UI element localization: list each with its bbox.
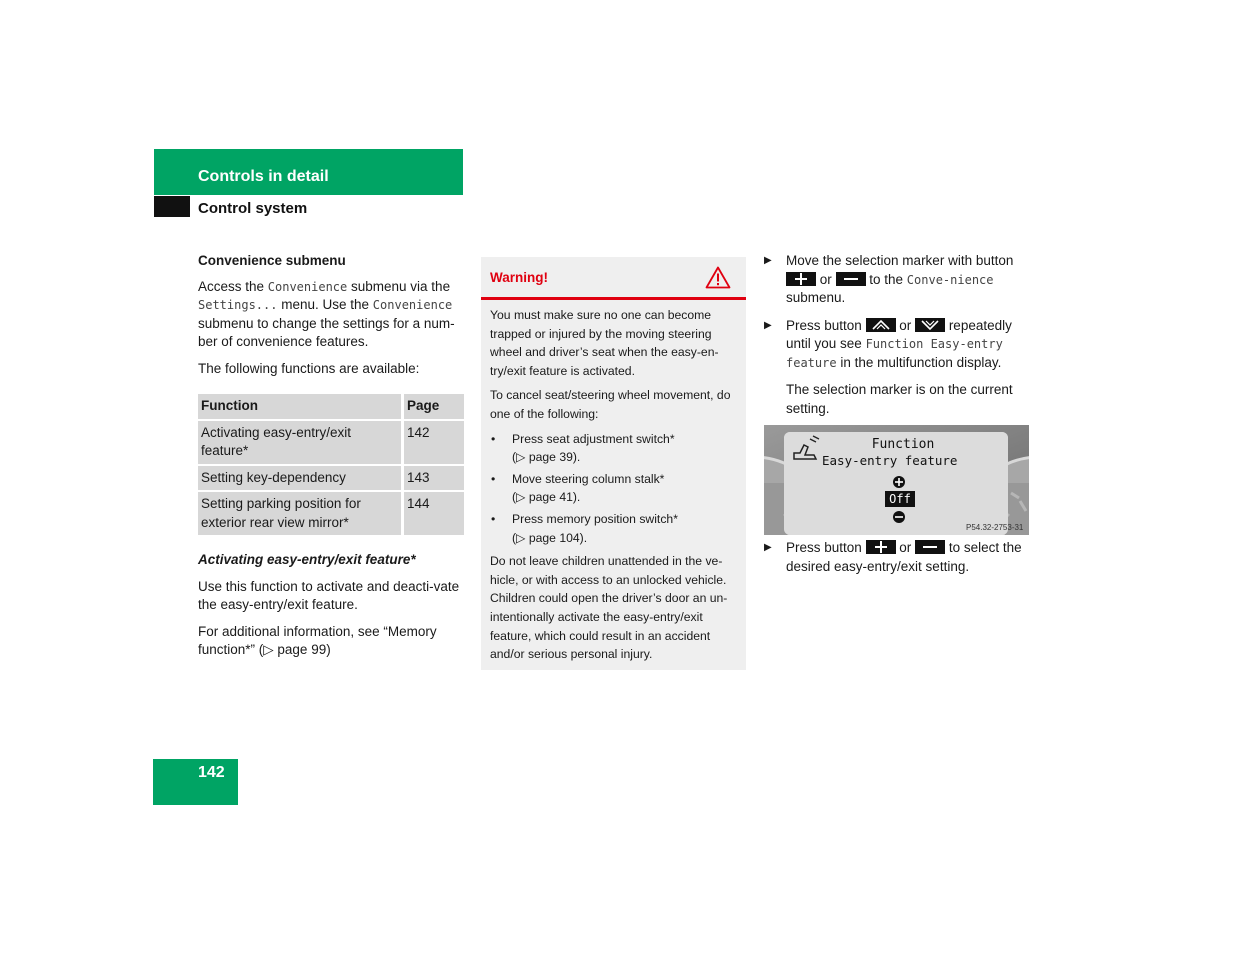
instruction-step — [764, 539, 1032, 576]
multifunction-display-illustration — [764, 425, 1029, 535]
list-item — [490, 430, 740, 467]
functions-intro: The following functions are available: — [198, 360, 420, 376]
display-text: Convenience — [267, 279, 348, 294]
warning-paragraph: You must make sure no one can become trapped or injured by the moving steering wheel and driver’s seat when the easy-en-try/exit feature is activated. — [490, 308, 719, 378]
table-cell: Setting parking position for exterior rear view mirror* — [198, 492, 404, 535]
page-reference: (▷ page 39). — [512, 450, 581, 465]
list-item — [490, 510, 740, 547]
page-number: 142 — [198, 764, 225, 781]
text: submenu via the — [347, 278, 451, 294]
arrow-bullet-icon: ▶ — [764, 255, 772, 266]
page-reference: (▷ page 104). — [512, 530, 588, 545]
section-title: Controls in detail — [198, 168, 329, 185]
text: Press button — [786, 317, 866, 333]
up-button-icon — [866, 318, 896, 332]
functions-table — [198, 392, 464, 537]
table-row — [198, 466, 464, 491]
text: submenu. — [786, 290, 846, 305]
memory-function-reference: For additional information, see “Memory function*” (▷ page 99) — [198, 623, 437, 657]
text: Move the selection marker with button — [786, 253, 1014, 268]
text: or — [816, 271, 836, 287]
table-cell: 144 — [404, 492, 464, 535]
warning-paragraph: Do not leave children unattended in the ve-hicle, or with access to an unlocked vehicle. Children could open the driver’s door an un-intentionally activate the easy-entry/exit feature, which could result in an accident and/or serious personal injury. — [490, 554, 728, 662]
plus-button-icon — [866, 540, 896, 554]
warning-title: Warning! — [490, 270, 548, 285]
table-row — [198, 421, 464, 464]
page-reference: (▷ page 41). — [512, 490, 581, 505]
instruction-step — [764, 252, 1032, 308]
warning-divider — [481, 297, 746, 300]
warning-body — [490, 306, 740, 670]
table-header-row — [198, 394, 464, 419]
left-column — [198, 252, 464, 668]
display-text: Settings... — [198, 298, 278, 312]
text: Access the — [198, 278, 268, 294]
text: in the multifunction display. — [836, 354, 1002, 370]
intro-paragraph — [198, 278, 464, 352]
list-item — [490, 470, 740, 507]
warning-list — [490, 430, 740, 548]
minus-button-icon — [915, 540, 945, 554]
text: menu. Use the — [277, 297, 373, 312]
text: submenu to change the settings for a num-ber of convenience features. — [198, 315, 455, 349]
table-cell: Activating easy-entry/exit feature* — [198, 421, 404, 464]
easy-entry-heading: Activating easy-entry/exit feature* — [198, 552, 416, 567]
table-cell: Setting key-dependency — [198, 466, 404, 491]
minus-button-icon — [836, 272, 866, 286]
display-line-2: Easy-entry feature — [822, 453, 958, 468]
header-marker — [154, 196, 190, 217]
text: or — [895, 540, 916, 555]
right-column-lower — [764, 539, 1032, 585]
warning-triangle-icon — [705, 266, 731, 289]
right-column — [764, 252, 1032, 427]
column-header-function: Function — [198, 394, 404, 419]
text: to select the desired easy-entry/exit setting. — [786, 540, 1022, 574]
text: Press memory position switch* — [512, 511, 678, 526]
text: repeatedly until you see — [786, 317, 1012, 351]
arrow-bullet-icon: ▶ — [764, 319, 772, 331]
text: to the — [865, 271, 907, 287]
easy-entry-paragraph: Use this function to activate and deacti-vate the easy-entry/exit feature. — [198, 578, 460, 612]
warning-paragraph: To cancel seat/steering wheel movement, do one of the following: — [490, 388, 731, 421]
text: Press button — [786, 540, 866, 555]
convenience-heading: Convenience submenu — [198, 253, 346, 268]
plus-button-icon — [786, 272, 816, 286]
display-line-1: Function — [871, 437, 935, 452]
column-header-page: Page — [404, 394, 464, 419]
display-text: Function Easy-entry feature — [786, 337, 1003, 370]
text: or — [895, 317, 916, 333]
table-row — [198, 492, 464, 535]
table-cell: 143 — [404, 466, 464, 491]
subsection-title: Control system — [198, 200, 308, 217]
text: Move steering column stalk* — [512, 471, 665, 486]
instruction-step — [764, 317, 1032, 373]
note-paragraph: The selection marker is on the current setting. — [786, 382, 1013, 416]
table-cell: 142 — [404, 421, 464, 464]
display-text: Conve-nience — [906, 272, 994, 287]
arrow-bullet-icon: ▶ — [764, 542, 772, 553]
display-text: Convenience — [372, 298, 453, 312]
text: Press seat adjustment switch* — [512, 431, 675, 446]
page-number-box — [153, 759, 238, 805]
figure-reference: P54.32-2753-31 — [966, 523, 1024, 532]
down-button-icon — [915, 318, 945, 332]
display-setting-value: Off — [889, 492, 911, 506]
